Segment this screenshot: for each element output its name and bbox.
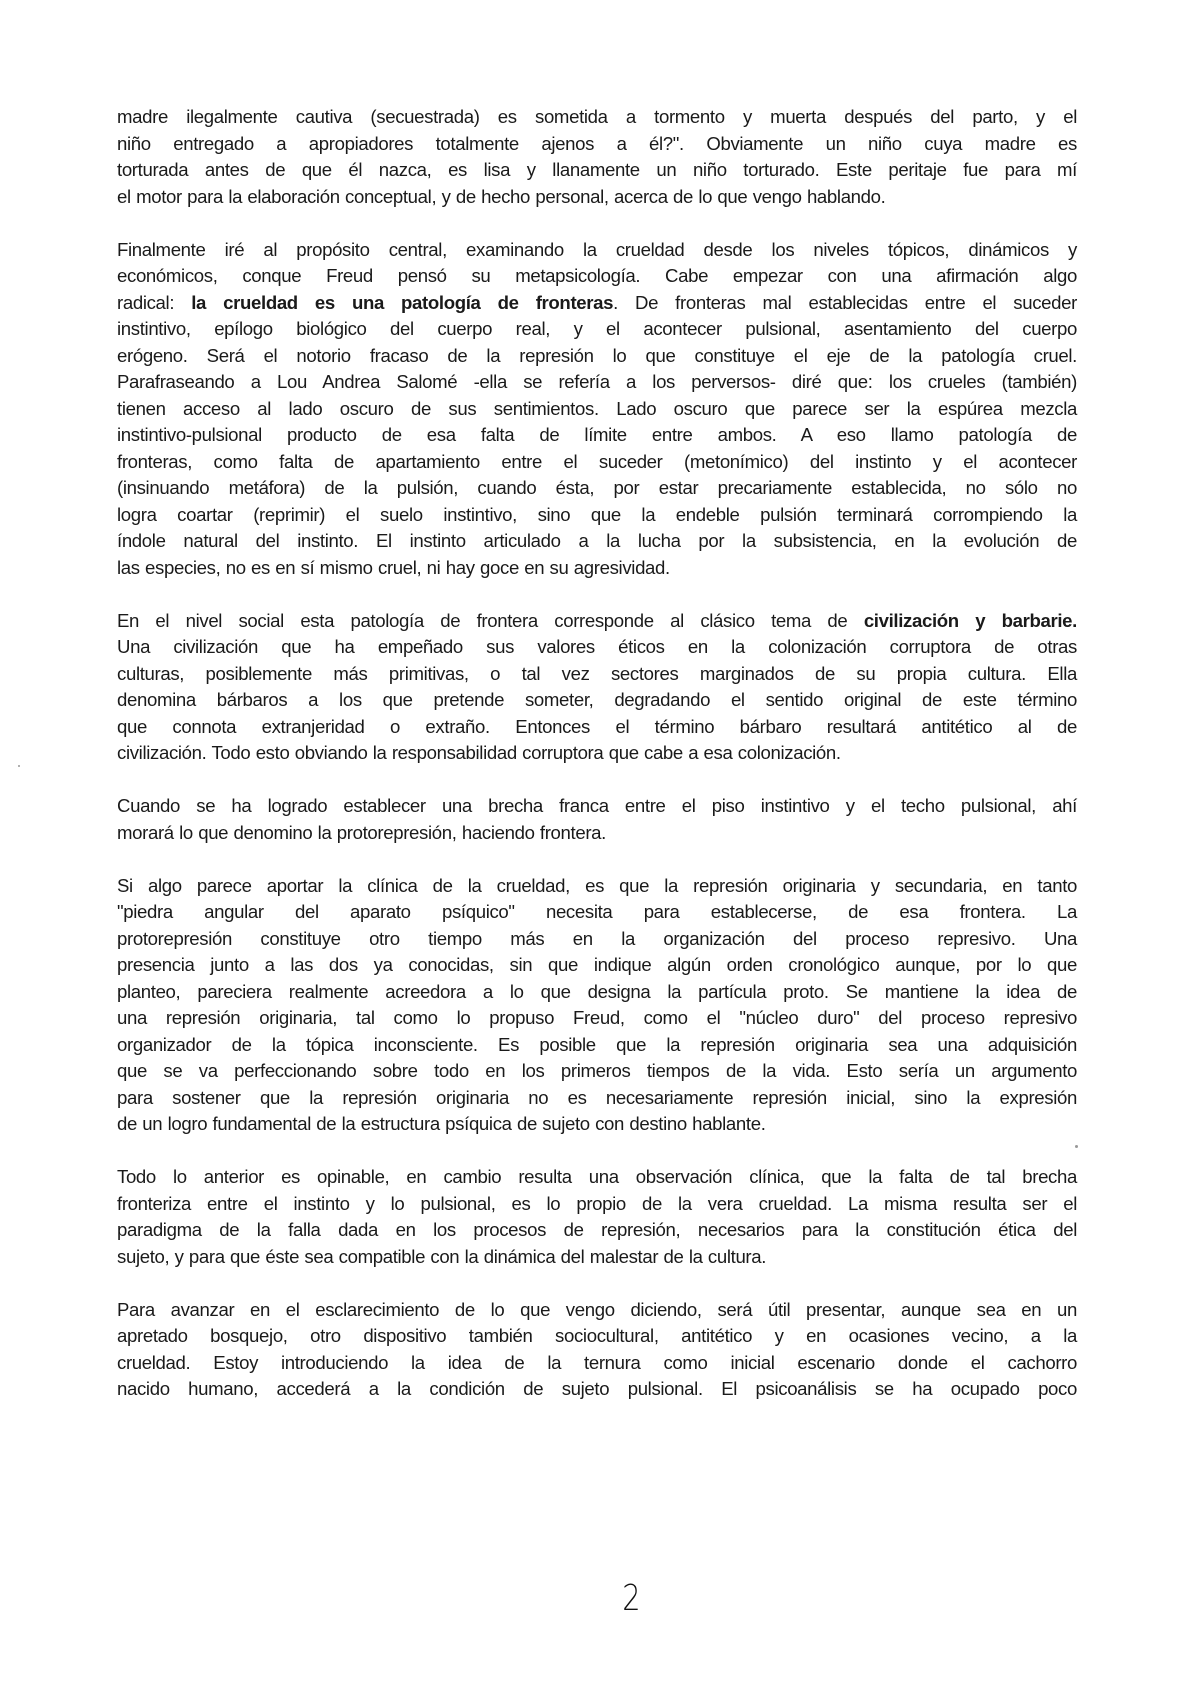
- paragraph: [117, 1297, 1077, 1403]
- text-line: Finalmente iré al propósito central, examinando la crueldad desde los niveles tópicos, dinámicos y: [117, 238, 1077, 260]
- text-line: culturas, posiblemente más primitivas, o tal vez sectores marginados de su propia cultura. Ella: [117, 662, 1077, 684]
- text-line: Parafraseando a Lou Andrea Salomé -ella se refería a los perversos- diré que: los crueles (también): [117, 371, 1077, 392]
- text-line: madre ilegalmente cautiva (secuestrada) es sometida a tormento y muerta después del parto, y el: [117, 106, 1077, 127]
- paragraph: [117, 104, 1077, 210]
- text-line: radical: la crueldad es una patología de fronteras. De fronteras mal establecidas entre el suceder: [117, 291, 1077, 313]
- text-line: fronteras, como falta de apartamiento entre el suceder (metonímico) del instinto y el acontecer: [117, 450, 1077, 472]
- paragraph: [117, 793, 1077, 846]
- scan-speck: [18, 765, 20, 767]
- text-line: (insinuando metáfora) de la pulsión, cuando ésta, por estar precariamente establecida, no sólo no: [117, 477, 1077, 498]
- bold-emphasis: civilización y barbarie.: [863, 609, 1077, 631]
- text-line: sujeto, y para que éste sea compatible con la dinámica del malestar de la cultura.: [117, 1245, 767, 1267]
- text-line: organizador de la tópica inconsciente. Es posible que la represión originaria sea una adquisición: [117, 1033, 1077, 1055]
- text-line: el motor para la elaboración conceptual, y de hecho personal, acerca de lo que vengo hablando.: [117, 185, 886, 207]
- text-line: Para avanzar en el esclarecimiento de lo que vengo diciendo, será útil presentar, aunque sea en un: [117, 1298, 1077, 1320]
- text-line: denomina bárbaros a los que pretende someter, degradando el sentido original de este término: [117, 689, 1077, 710]
- paragraph: [117, 873, 1077, 1138]
- text-line: crueldad. Estoy introduciendo la idea de la ternura como inicial escenario donde el cachorro: [117, 1351, 1077, 1373]
- paragraph: [117, 608, 1077, 767]
- text-line: índole natural del instinto. El instinto articulado a la lucha por la subsistencia, en la evolución de: [117, 530, 1077, 551]
- text-line: En el nivel social esta patología de frontera corresponde al clásico tema de civilización y barbarie.: [117, 609, 1077, 631]
- text-line: torturada antes de que él nazca, es lisa y llanamente un niño torturado. Este peritaje fue para mí: [117, 159, 1077, 180]
- text-line: tienen acceso al lado oscuro de sus sentimientos. Lado oscuro que parece ser la espúrea mezcla: [117, 397, 1077, 419]
- text-line: las especies, no es en sí mismo cruel, ni hay goce en su agresividad.: [117, 556, 670, 578]
- text-line: que se va perfeccionando sobre todo en los primeros tiempos de la vida. Esto sería un argumento: [117, 1060, 1077, 1081]
- text-line: presencia junto a las dos ya conocidas, sin que indique algún orden cronológico aunque, por lo que: [117, 954, 1077, 975]
- text-line: Cuando se ha logrado establecer una brecha franca entre el piso instintivo y el techo pulsional, ahí: [117, 795, 1077, 816]
- text-line: Si algo parece aportar la clínica de la crueldad, es que la represión originaria y secundaria, en tanto: [117, 874, 1077, 896]
- text-line: "piedra angular del aparato psíquico" necesita para establecerse, de esa frontera. La: [117, 901, 1077, 922]
- text-line: apretado bosquejo, otro dispositivo también sociocultural, antitético y en ocasiones vecino, a la: [117, 1325, 1077, 1346]
- document-page: [117, 104, 1077, 1429]
- text-line: niño entregado a apropiadores totalmente ajenos a él?". Obviamente un niño cuya madre es: [117, 132, 1077, 154]
- page-number: 2: [622, 1578, 641, 1619]
- text-line: civilización. Todo esto obviando la responsabilidad corruptora que cabe a esa colonización.: [117, 742, 841, 763]
- text-line: logra coartar (reprimir) el suelo instintivo, sino que la endeble pulsión terminará corrompiendo la: [117, 503, 1077, 525]
- bold-emphasis: la crueldad es una patología de fronteras: [191, 291, 614, 313]
- scan-speck: [1075, 1145, 1078, 1148]
- text-line: de un logro fundamental de la estructura psíquica de sujeto con destino hablante.: [117, 1113, 766, 1134]
- paragraph: [117, 1164, 1077, 1270]
- text-line: morará lo que denomino la protorepresión, haciendo frontera.: [117, 821, 606, 843]
- text-line: paradigma de la falla dada en los procesos de represión, necesarios para la constitución ética del: [117, 1219, 1077, 1240]
- text-line: erógeno. Será el notorio fracaso de la represión lo que constituye el eje de la patología cruel.: [117, 344, 1077, 366]
- text-line: fronteriza entre el instinto y lo pulsional, es lo propio de la vera crueldad. La misma resulta ser el: [117, 1192, 1077, 1214]
- text-line: instintivo-pulsional producto de esa falta de límite entre ambos. A eso llamo patología de: [117, 424, 1077, 445]
- text-line: una represión originaria, tal como lo propuso Freud, como el "núcleo duro" del proceso represivo: [117, 1007, 1077, 1028]
- paragraph: [117, 237, 1077, 582]
- text-line: planteo, pareciera realmente acreedora a lo que designa la partícula proto. Se mantiene la idea de: [117, 980, 1077, 1002]
- text-line: económicos, conque Freud pensó su metapsicología. Cabe empezar con una afirmación algo: [117, 265, 1077, 286]
- text-line: protorepresión constituye otro tiempo más en la organización del proceso represivo. Una: [117, 927, 1077, 949]
- text-line: que connota extranjeridad o extraño. Entonces el término bárbaro resultará antitético al de: [117, 715, 1077, 737]
- text-line: Una civilización que ha empeñado sus valores éticos en la colonización corruptora de otras: [117, 636, 1077, 657]
- text-line: Todo lo anterior es opinable, en cambio resulta una observación clínica, que la falta de tal brecha: [117, 1166, 1077, 1187]
- text-line: instintivo, epílogo biológico del cuerpo real, y el acontecer pulsional, asentamiento del cuerpo: [117, 318, 1077, 339]
- text-line: nacido humano, accederá a la condición de sujeto pulsional. El psicoanálisis se ha ocupado poco: [117, 1378, 1077, 1399]
- text-line: para sostener que la represión originaria no es necesariamente represión inicial, sino la expresión: [117, 1086, 1077, 1108]
